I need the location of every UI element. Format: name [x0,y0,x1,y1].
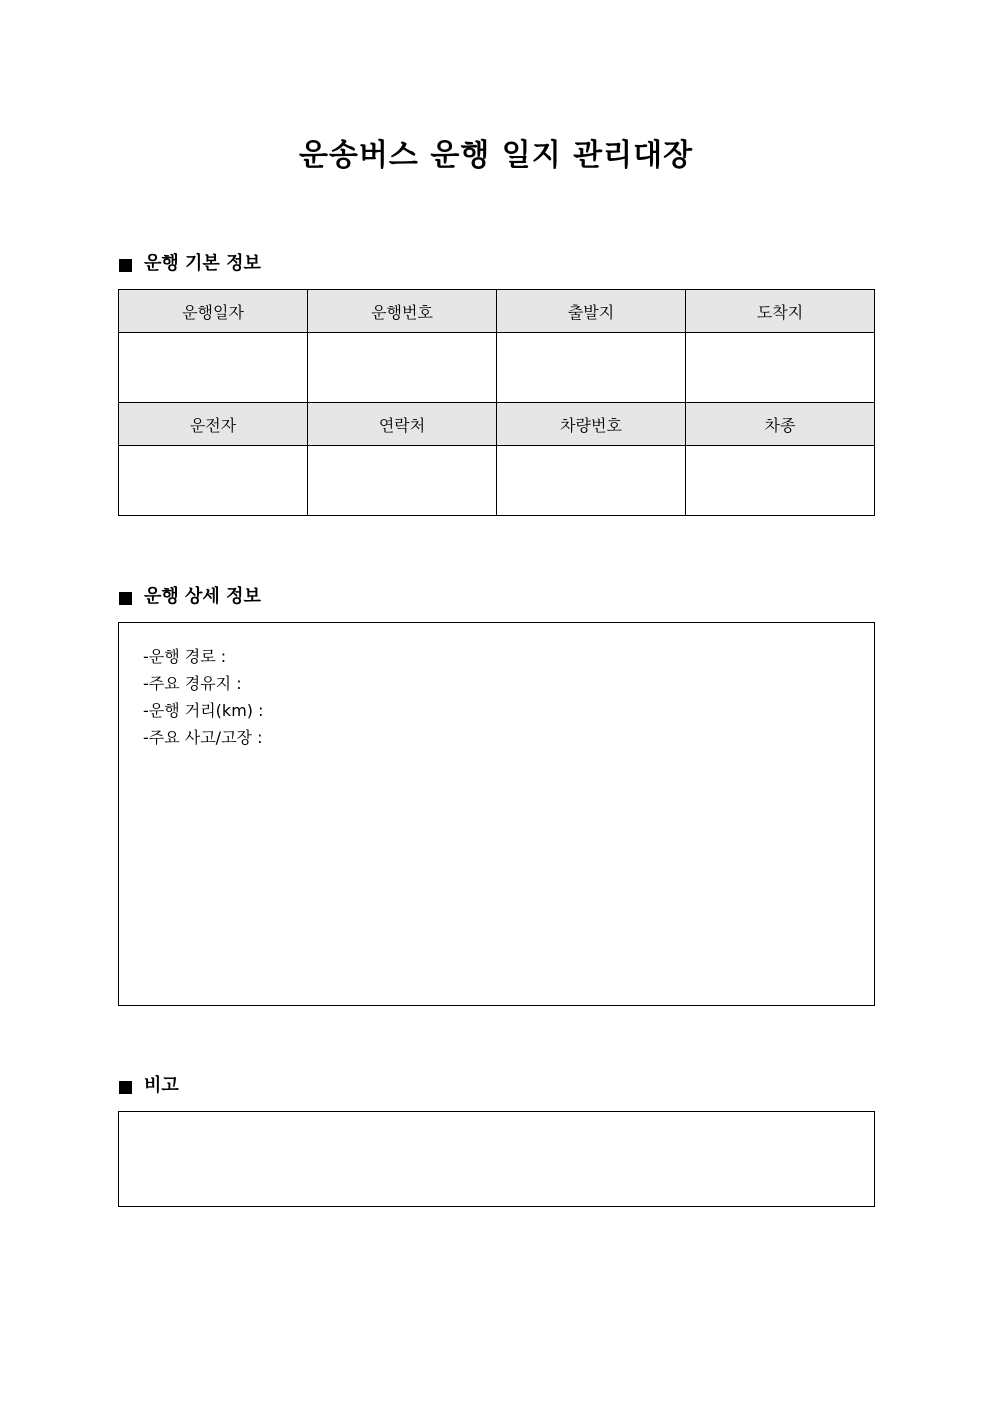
section-heading-remarks-label: 비고 [144,1075,179,1096]
document-title: 운송버스 운행 일지 관리대장 [298,138,694,173]
value-cell-departure[interactable] [497,333,686,403]
value-cell-driver[interactable] [119,446,308,516]
detail-line-incidents: -주요 사고/고장 : [143,728,263,747]
table-value-row-1 [119,333,875,403]
table-header-row-2 [119,403,875,446]
value-cell-vehicle-number[interactable] [497,446,686,516]
black-square-icon [119,259,132,272]
value-cell-contact[interactable] [308,446,497,516]
section-heading-basic [119,252,261,276]
header-cell-departure: 출발지 [497,290,686,333]
header-cell-driver: 운전자 [119,403,308,446]
value-cell-vehicle-type[interactable] [686,446,875,516]
detail-line-route: -운행 경로 : [143,647,227,666]
header-cell-vehicle-type: 차종 [686,403,875,446]
value-cell-date[interactable] [119,333,308,403]
section-heading-remarks [119,1074,179,1098]
value-cell-destination[interactable] [686,333,875,403]
header-cell-trip-number: 운행번호 [308,290,497,333]
black-square-icon [119,592,132,605]
remarks-box[interactable] [118,1111,875,1207]
detail-list [119,623,874,751]
detail-line-stops: -주요 경유지 : [143,674,242,693]
section-heading-basic-label: 운행 기본 정보 [144,253,261,274]
basic-info-table [118,289,875,516]
detail-line-distance: -운행 거리(km) : [143,701,264,720]
black-square-icon [119,1081,132,1094]
table-header-row-1 [119,290,875,333]
detail-info-box[interactable] [118,622,875,1006]
header-cell-date: 운행일자 [119,290,308,333]
section-heading-detail-label: 운행 상세 정보 [144,586,261,607]
section-heading-detail [119,585,261,609]
table-value-row-2 [119,446,875,516]
header-cell-destination: 도착지 [686,290,875,333]
value-cell-trip-number[interactable] [308,333,497,403]
header-cell-contact: 연락처 [308,403,497,446]
header-cell-vehicle-number: 차량번호 [497,403,686,446]
